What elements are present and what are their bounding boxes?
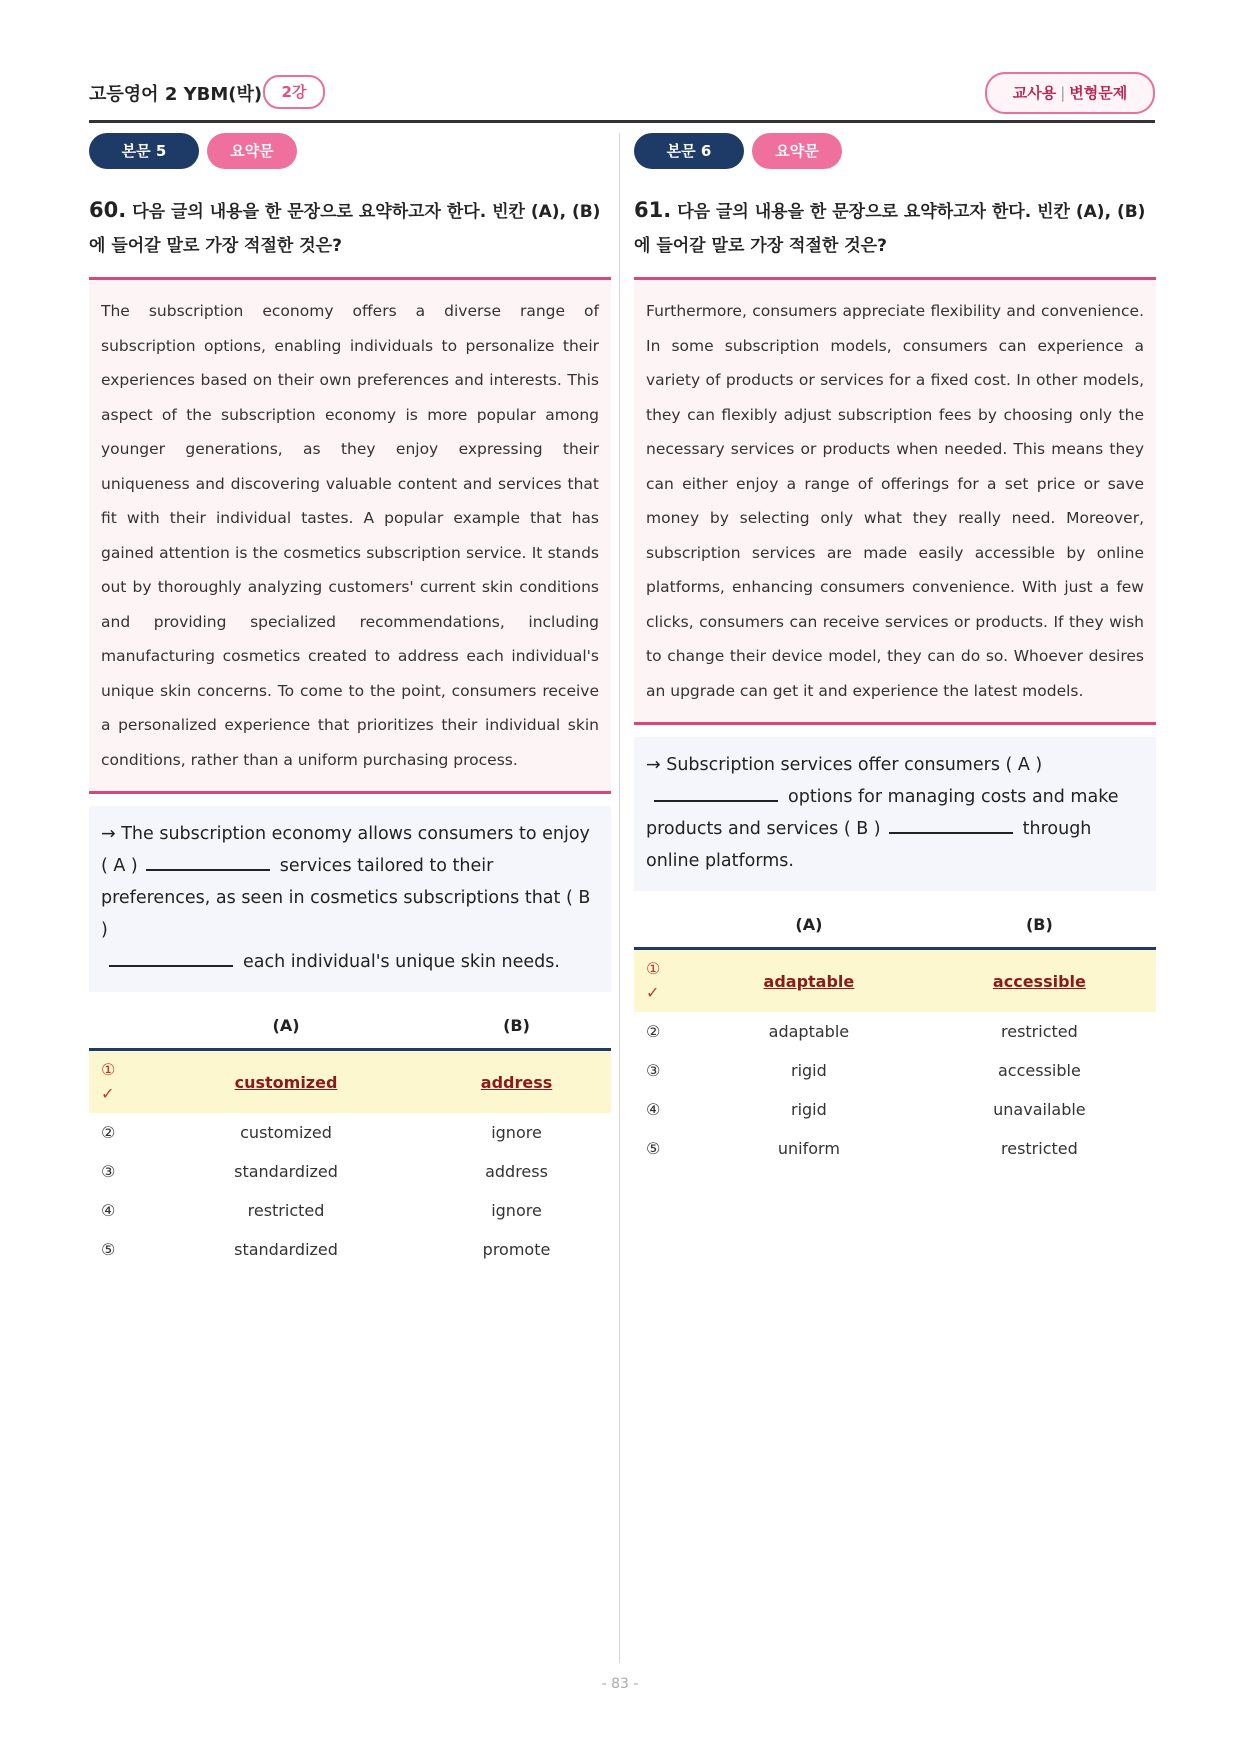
option-row-1[interactable] — [89, 1050, 611, 1114]
option-row-3[interactable] — [89, 1152, 611, 1191]
option-a: standardized — [234, 1240, 338, 1259]
answer-a: customized — [234, 1072, 338, 1092]
header-b: (B) — [923, 901, 1156, 949]
type-pill: 요약문 — [207, 133, 297, 169]
option-row-2[interactable] — [89, 1113, 611, 1152]
check-icon: ✓ — [101, 1084, 115, 1103]
summary-part-1: → The subscription economy allows consumers to enjoy ( A ) — [101, 824, 590, 876]
options-header-row — [89, 1002, 611, 1050]
header-b: (B) — [422, 1002, 611, 1050]
option-b: unavailable — [993, 1100, 1086, 1119]
option-number: ④ — [646, 1100, 661, 1119]
option-row-1[interactable] — [634, 949, 1156, 1013]
question-stem — [89, 193, 611, 263]
type-label: 변형문제 — [1069, 84, 1128, 102]
option-b: restricted — [1001, 1139, 1078, 1158]
option-a: customized — [240, 1123, 332, 1142]
summary-part-3: each individual's unique skin needs. — [243, 952, 560, 972]
question-text: 다음 글의 내용을 한 문장으로 요약하고자 한다. 빈칸 (A), (B)에 들어갈 말로 가장 적절한 것은? — [89, 202, 601, 256]
answer-b: address — [480, 1072, 553, 1092]
section-pill: 본문 5 — [89, 133, 199, 169]
option-number: ④ — [101, 1201, 116, 1220]
summary-box — [634, 737, 1156, 891]
answer-a: adaptable — [763, 971, 855, 991]
summary-part-1: → Subscription services offer consumers ( A ) — [646, 755, 1043, 775]
header-a: (A) — [695, 901, 923, 949]
option-row-3[interactable] — [634, 1051, 1156, 1090]
option-number: ② — [101, 1123, 116, 1142]
option-number: ① — [646, 959, 661, 978]
option-row-5[interactable] — [634, 1129, 1156, 1168]
header-a: (A) — [150, 1002, 422, 1050]
blank-b — [109, 947, 233, 967]
option-a: rigid — [791, 1100, 827, 1119]
option-b: promote — [482, 1240, 551, 1259]
section-pill: 본문 6 — [634, 133, 744, 169]
question-61 — [634, 133, 1156, 1168]
option-b: address — [485, 1162, 548, 1181]
question-60 — [89, 133, 611, 1269]
question-number: 60. — [89, 198, 127, 222]
question-text: 다음 글의 내용을 한 문장으로 요약하고자 한다. 빈칸 (A), (B)에 들어갈 말로 가장 적절한 것은? — [634, 202, 1146, 256]
option-row-2[interactable] — [634, 1012, 1156, 1051]
question-number: 61. — [634, 198, 672, 222]
option-marker — [634, 949, 695, 1013]
type-pill: 요약문 — [752, 133, 842, 169]
passage-box — [634, 277, 1156, 725]
option-b: ignore — [491, 1123, 542, 1142]
passage-text: Furthermore, consumers appreciate flexibility and convenience. In some subscription models, consumers can experience a variety of products or services for a fixed cost. In other models, they can flexibly adjust subscription fees by choosing only the necessary services or products when needed. This means they can either enjoy a range of offerings for a set price or save money by selecting only what they really need. Moreover, subscription services are made easily accessible by online platforms, enhancing consumers convenience. With just a few clicks, consumers can receive services or products. If they wish to change their device model, they can do so. Whoever desires an upgrade can get it and experience the latest models. — [646, 302, 1144, 700]
badge-separator: | — [1060, 84, 1066, 102]
option-number: ① — [101, 1060, 116, 1079]
check-icon: ✓ — [646, 983, 660, 1002]
passage-box — [89, 277, 611, 794]
option-number: ③ — [101, 1162, 116, 1181]
blank-a — [146, 851, 270, 871]
column-divider — [619, 133, 620, 1663]
teacher-label: 교사용 — [1012, 84, 1057, 102]
option-a: adaptable — [768, 1022, 850, 1041]
option-marker — [89, 1050, 150, 1114]
summary-part-2: options for managing costs and make products and services ( B ) — [646, 787, 1119, 839]
options-table — [634, 901, 1156, 1168]
option-b: ignore — [491, 1201, 542, 1220]
page-number: - 83 - — [601, 1676, 639, 1692]
option-b: restricted — [1001, 1022, 1078, 1041]
option-number: ⑤ — [646, 1139, 661, 1158]
option-a: standardized — [234, 1162, 338, 1181]
passage-text: The subscription economy offers a diverse range of subscription options, enabling individuals to personalize their experiences based on their own preferences and interests. This aspect of the subscription economy is more popular among younger generations, as they enjoy expressing their uniqueness and discovering valuable content and services that fit with their individual tastes. A popular example that has gained attention is the cosmetics subscription service. It stands out by thoroughly analyzing customers' current skin conditions and providing specialized recommendations, including manufacturing cosmetics created to address each individual's unique skin concerns. To come to the point, consumers receive a personalized experience that prioritizes their individual skin conditions, rather than a uniform purchasing process. — [101, 302, 599, 769]
summary-part-3: through online platforms. — [646, 819, 1092, 871]
option-b — [923, 949, 1156, 1013]
option-number: ③ — [646, 1061, 661, 1080]
page-header — [89, 72, 1155, 123]
option-a — [695, 949, 923, 1013]
blank-b — [889, 814, 1013, 834]
section-tags — [634, 133, 1156, 169]
option-a: rigid — [791, 1061, 827, 1080]
options-table — [89, 1002, 611, 1269]
header-mark — [89, 1002, 150, 1050]
option-number: ⑤ — [101, 1240, 116, 1259]
option-b — [422, 1050, 611, 1114]
question-stem — [634, 193, 1156, 263]
option-a: uniform — [777, 1139, 840, 1158]
summary-part-2: services tailored to their preferences, as seen in cosmetics subscriptions that ( B ) — [101, 856, 591, 940]
teacher-badge — [985, 72, 1155, 114]
option-row-5[interactable] — [89, 1230, 611, 1269]
blank-a — [654, 782, 778, 802]
option-a — [150, 1050, 422, 1114]
option-row-4[interactable] — [89, 1191, 611, 1230]
option-number: ② — [646, 1022, 661, 1041]
option-b: accessible — [997, 1061, 1081, 1080]
doc-title: 고등영어 2 YBM(박) — [89, 84, 263, 105]
answer-b: accessible — [992, 971, 1086, 991]
options-header-row — [634, 901, 1156, 949]
option-row-4[interactable] — [634, 1090, 1156, 1129]
header-mark — [634, 901, 695, 949]
summary-box — [89, 806, 611, 992]
chapter-badge: 2강 — [263, 75, 325, 109]
section-tags — [89, 133, 611, 169]
option-a: restricted — [247, 1201, 325, 1220]
